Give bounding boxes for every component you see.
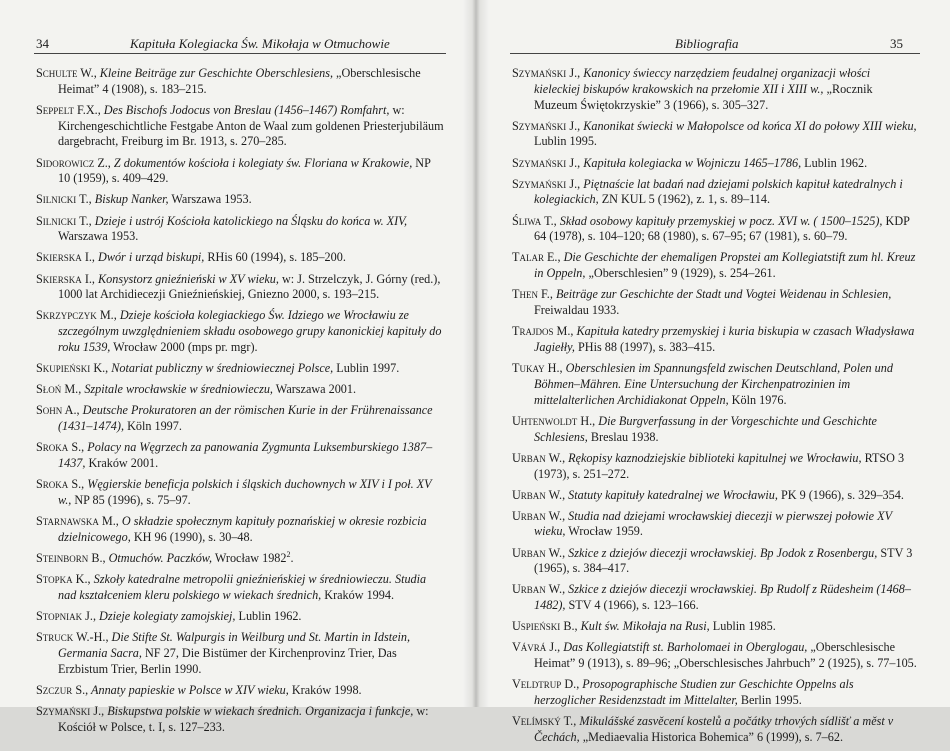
bibliography-entry (36, 308, 444, 355)
running-head: Kapituła Kolegiacka Św. Mikołaja w Otmuchowie (130, 36, 390, 51)
entry-title: O składzie społecznym kapituły poznańskiej w okresie rozbicia dzielnicowego, (58, 513, 427, 544)
entry-publication: „Oberschlesien” 9 (1929), s. 254–261. (585, 266, 776, 281)
entry-author: Szymański J., (512, 66, 581, 80)
entry-title: Dwór i urząd biskupi, (94, 250, 205, 265)
bibliography-entry (36, 66, 444, 98)
bibliography-entry (36, 361, 444, 377)
entry-author: Urban W., (512, 487, 566, 502)
entry-author: Szymański J., (512, 155, 581, 170)
entry-punctuation: . (290, 550, 294, 565)
entry-title: Kapituła katedry przemyskiej i kuria biskupia w czasach Władysława Jagiełły, (534, 324, 915, 355)
entry-publication: Warszawa 1953. (58, 229, 139, 244)
entry-publication: „Mediaevalia Historica Bohemica” 6 (1999), s. 7–62. (579, 730, 843, 745)
entry-publication: w: J. Strzelczyk, J. Górny (red.), 1000 lat Archidiecezji Gnieźnieńskiej, Gniezno 2000, s. 193–215. (58, 271, 441, 302)
entry-title: Szpitale wrocławskie w średniowieczu, (81, 382, 273, 397)
entry-author: Śliwa T., (512, 213, 557, 228)
entry-author: Sroka S., (36, 477, 85, 492)
entry-publication: NP 85 (1996), s. 75–97. (71, 492, 191, 507)
bibliography-entry (36, 609, 444, 625)
bibliography-entry (512, 509, 918, 541)
entry-author: Skupieński K., (36, 361, 109, 376)
bibliography-entry (36, 103, 444, 150)
entry-publication: Berlin 1995. (737, 693, 802, 708)
bibliography-entry (512, 287, 918, 319)
edition-superscript: 2 (286, 549, 291, 559)
entry-publication: KDP 64 (1978), s. 104–120; 68 (1980), s. 67–95; 67 (1981), s. 60–79. (534, 213, 910, 244)
entry-author: Trajdos M., (512, 324, 574, 339)
entry-publication: „Rocznik Muzeum Świętokrzyskie” 3 (1966), s. 305–327. (534, 81, 873, 112)
entry-title: Polacy na Węgrzech za panowania Zygmunta Luksemburskiego 1387–1437, (58, 440, 433, 470)
entry-author: Uspieński B., (512, 619, 578, 634)
entry-publication: RTSO 3 (1973), s. 251–272. (534, 450, 905, 481)
right-page (475, 0, 950, 745)
entry-author: Silnicki T., (36, 192, 92, 207)
entry-author: Urban W., (512, 582, 566, 597)
entry-publication: Wrocław 2000 (mps pr. mgr). (110, 340, 258, 355)
bibliography-entry (512, 640, 918, 672)
entry-publication: KH 96 (1990), s. 30–48. (130, 529, 253, 544)
entry-title: Prosopographische Studien zur Geschichte Oppelns als herzoglicher Residenzstadt im Mittelalter, (534, 677, 854, 708)
entry-title: Kanonicy świeccy narzędziem feudalnej organizacji włości kieleckiej biskupów krakowskich na przełomie XII i XIII w., (534, 66, 871, 96)
entry-title: Dzieje kościoła kolegiackiego Św. Idziego we Wrocławiu ze szczególnym uwzględnieniem składu osobowego grupy kanonickiej kapituły do roku 1539, (58, 308, 442, 355)
entry-title: Annaty papieskie w Polsce w XIV wieku, (88, 682, 289, 697)
entry-title: Rękopisy kaznodziejskie biblioteki kapitulnej we Wrocławiu, (565, 450, 862, 465)
header-rule (34, 53, 446, 54)
bibliography-list (36, 66, 444, 741)
entry-publication: „Oberschlesische Heimat” 4 (1908), s. 183–215. (58, 66, 421, 96)
bibliography-entry (36, 514, 444, 546)
entry-author: Schulte W., (36, 66, 97, 80)
bibliography-entry (512, 250, 918, 282)
entry-author: Starnawska M., (36, 513, 119, 528)
entry-publication: Warszawa 1953. (168, 192, 252, 207)
entry-publication: STV 3 (1965), s. 384–417. (534, 545, 913, 576)
entry-publication: RHis 60 (1994), s. 185–200. (204, 250, 346, 265)
entry-author: Steinborn B., (36, 550, 106, 565)
entry-author: Veldtrup D., (512, 677, 580, 692)
bibliography-entry (512, 324, 918, 356)
entry-title: Deutsche Prokuratoren an der römischen Kurie in der Frührenaissance (1431–1474), (58, 403, 433, 434)
entry-title: Dzieje kolegiaty zamojskiej, (96, 608, 236, 623)
bibliography-entry (36, 683, 444, 699)
bibliography-entry (512, 414, 918, 446)
entry-publication: Lublin 1962. (235, 608, 302, 623)
entry-title: Dzieje i ustrój Kościoła katolickiego na Śląsku do końca w. XIV, (91, 213, 408, 228)
entry-author: Talar E., (512, 250, 561, 265)
entry-publication: Köln 1997. (124, 419, 182, 434)
entry-title: Szkice z dziejów diecezji wrocławskiej. Bp Jodok z Rosenbergu, (565, 545, 878, 560)
entry-author: Szymański J., (512, 176, 581, 191)
entry-publication: STV 4 (1966), s. 123–166. (565, 598, 699, 613)
entry-publication: Lublin 1997. (333, 361, 400, 376)
entry-author: Stopniak J., (36, 608, 96, 623)
entry-title: Biskup Nanker, (91, 192, 169, 207)
entry-title: Szkice z dziejów diecezji wrocławskiej. Bp Rudolf z Rüdesheim (1468–1482), (534, 582, 911, 613)
entry-publication: „Oberschlesische Heimat” 9 (1913), s. 89–96; „Oberschlesisches Jahrbuch” 2 (1925), s. 77–105. (534, 640, 917, 671)
bibliography-entry (36, 572, 444, 604)
bibliography-entry (512, 361, 918, 408)
bibliography-entry (512, 714, 918, 746)
bibliography-entry (36, 156, 444, 188)
bibliography-entry (512, 619, 918, 635)
entry-title: Z dokumentów kościoła i kolegiaty św. Floriana w Krakowie, (110, 155, 413, 170)
bibliography-entry (36, 272, 444, 304)
entry-publication: Kraków 1994. (321, 587, 394, 602)
bibliography-entry (36, 403, 444, 435)
entry-title: Studia nad dziejami wrocławskiej diecezji w pierwszej połowie XV wieku, (534, 508, 892, 539)
entry-author: Struck W.-H., (36, 629, 109, 644)
entry-publication: PHis 88 (1997), s. 383–415. (574, 340, 716, 355)
bibliography-entry (512, 156, 918, 172)
entry-author: Tukay H., (512, 361, 563, 376)
entry-publication: Breslau 1938. (587, 429, 659, 444)
entry-author: Urban W., (512, 545, 566, 560)
entry-publication: ZN KUL 5 (1962), z. 1, s. 89–114. (598, 192, 771, 207)
entry-publication: Lublin 1962. (801, 155, 868, 170)
entry-author: Uhtenwoldt H., (512, 413, 596, 428)
entry-title: Die Burgverfassung in der Vorgeschichte und Geschichte Schlesiens, (534, 413, 877, 444)
entry-title: Kleine Beiträge zur Geschichte Oberschlesiens, (96, 66, 333, 80)
bibliography-entry (36, 477, 444, 509)
entry-publication: Wrocław 1982 (212, 550, 287, 565)
entry-author: Silnicki T., (36, 213, 92, 228)
entry-author: Urban W., (512, 508, 566, 523)
entry-title: Kanonikat świecki w Małopolsce od końca XI do połowy XIII wieku, (580, 118, 917, 133)
entry-author: Vávrá J., (512, 640, 561, 655)
entry-author: Stopka K., (36, 571, 91, 586)
entry-publication: Köln 1976. (728, 392, 787, 407)
bibliography-entry (512, 214, 918, 246)
entry-publication: w: Kościół w Polsce, t. I, s. 127–233. (58, 703, 429, 734)
bibliography-entry (512, 119, 918, 151)
entry-publication: Kraków 1998. (288, 682, 362, 697)
entry-author: Sroka S., (36, 440, 85, 455)
bibliography-entry (512, 66, 918, 113)
entry-author: Seppelt F.X., (36, 102, 101, 117)
entry-publication: Warszawa 2001. (272, 382, 357, 397)
entry-author: Szczur S., (36, 682, 89, 697)
entry-title: Statuty kapituły katedralnej we Wrocławiu, (565, 487, 778, 502)
bibliography-entry (512, 177, 918, 209)
bibliography-entry (36, 440, 444, 472)
entry-title: Notariat publiczny w średniowiecznej Polsce, (108, 361, 334, 376)
page-number: 35 (890, 36, 903, 51)
entry-author: Słoń M., (36, 382, 82, 397)
entry-title: Beiträge zur Geschichte der Stadt und Vogtei Weidenau in Schlesien, (552, 287, 892, 302)
entry-author: Skierska I., (36, 250, 95, 265)
entry-title: Das Kollegiatstift st. Barholomaei in Oberglogau, (560, 640, 808, 655)
entry-author: Szymański J., (512, 118, 581, 133)
entry-author: Then F., (512, 287, 553, 302)
bibliography-entry (512, 582, 918, 614)
entry-title: Oberschlesien im Spannungsfeld zwischen Deutschland, Polen und Böhmen–Mähren. Eine Untersuchung der Kirchenpatrozinien im mittelalterlichen Archidiakonat Oppeln, (534, 361, 893, 407)
bibliography-entry (36, 250, 444, 266)
bibliography-entry (512, 488, 918, 504)
entry-title: Węgierskie beneficja polskich i śląskich duchownych w XIV i I poł. XV w., (58, 477, 432, 507)
entry-title: Otmuchów. Paczków, (105, 550, 213, 565)
entry-publication: Wrocław 1959. (565, 524, 643, 539)
entry-publication: w: Kirchengeschichtliche Festgabe Anton de Waal zum goldenen Priesterjubiläum dargebracht, Freiburg im Br. 1913, s. 270–285. (58, 102, 444, 149)
entry-author: Sidorowicz Z., (36, 155, 111, 170)
entry-title: Biskupstwa polskie w wiekach średnich. Organizacja i funkcje, (104, 703, 414, 718)
entry-title: Konsystorz gnieźnieński w XV wieku, (94, 271, 279, 286)
left-page (0, 0, 475, 734)
page-number: 34 (36, 36, 49, 51)
bibliography-entry (36, 630, 444, 677)
entry-publication: Lublin 1995. (534, 134, 597, 149)
bibliography-entry (512, 677, 918, 709)
running-head: Bibliografia (675, 36, 739, 51)
entry-author: Sohn A., (36, 403, 80, 418)
entry-author: Szymański J., (36, 703, 105, 718)
entry-title: Szkoły katedralne metropolii gnieźnieńskiej w średniowieczu. Studia nad kształceniem kleru polskiego w wiekach średnich, (58, 571, 427, 602)
entry-publication: NP 10 (1959), s. 409–429. (58, 155, 431, 186)
entry-title: Die Geschichte der ehemaligen Propstei am Kollegiatstift zum hl. Kreuz in Oppeln, (534, 250, 916, 281)
entry-title: Mikulášské zasvěcení kostelů a počátky trhových sídlišť a měst v Čechách, (534, 714, 894, 745)
entry-publication: Lublin 1985. (709, 619, 776, 634)
bibliography-entry (36, 214, 444, 246)
entry-author: Urban W., (512, 450, 566, 465)
entry-publication: Freiwaldau 1933. (534, 303, 620, 318)
entry-publication: NF 27, Die Bistümer der Kirchenprovinz Trier, Das Erzbistum Trier, Berlin 1990. (58, 645, 397, 676)
header-rule (510, 53, 920, 54)
bibliography-entry (36, 704, 444, 736)
entry-title: Kult św. Mikołaja na Rusi, (577, 619, 710, 634)
entry-publication: PK 9 (1966), s. 329–354. (777, 487, 904, 502)
entry-author: Velímský T., (512, 714, 577, 729)
entry-title: Skład osobowy kapituły przemyskiej w pocz. XVI w. ( 1500–1525), (556, 213, 883, 228)
bibliography-entry (36, 551, 444, 567)
entry-publication: Kraków 2001. (85, 456, 159, 470)
entry-title: Des Bischofs Jodocus von Breslau (1456–1467) Romfahrt, (100, 102, 390, 117)
entry-author: Skierska I., (36, 271, 95, 286)
bibliography-entry (36, 192, 444, 208)
entry-title: Piętnaście lat badań nad dziejami polskich kapituł katedralnych i kolegiackich, (534, 176, 903, 207)
bibliography-entry (512, 451, 918, 483)
entry-author: Skrzypczyk M., (36, 308, 117, 323)
bibliography-entry (36, 382, 444, 398)
entry-title: Die Stifte St. Walpurgis in Weilburg und St. Martin in Idstein, Germania Sacra, (58, 629, 411, 660)
entry-title: Kapituła kolegiacka w Wojniczu 1465–1786, (580, 155, 802, 170)
bibliography-entry (512, 546, 918, 578)
bibliography-list (512, 66, 918, 751)
